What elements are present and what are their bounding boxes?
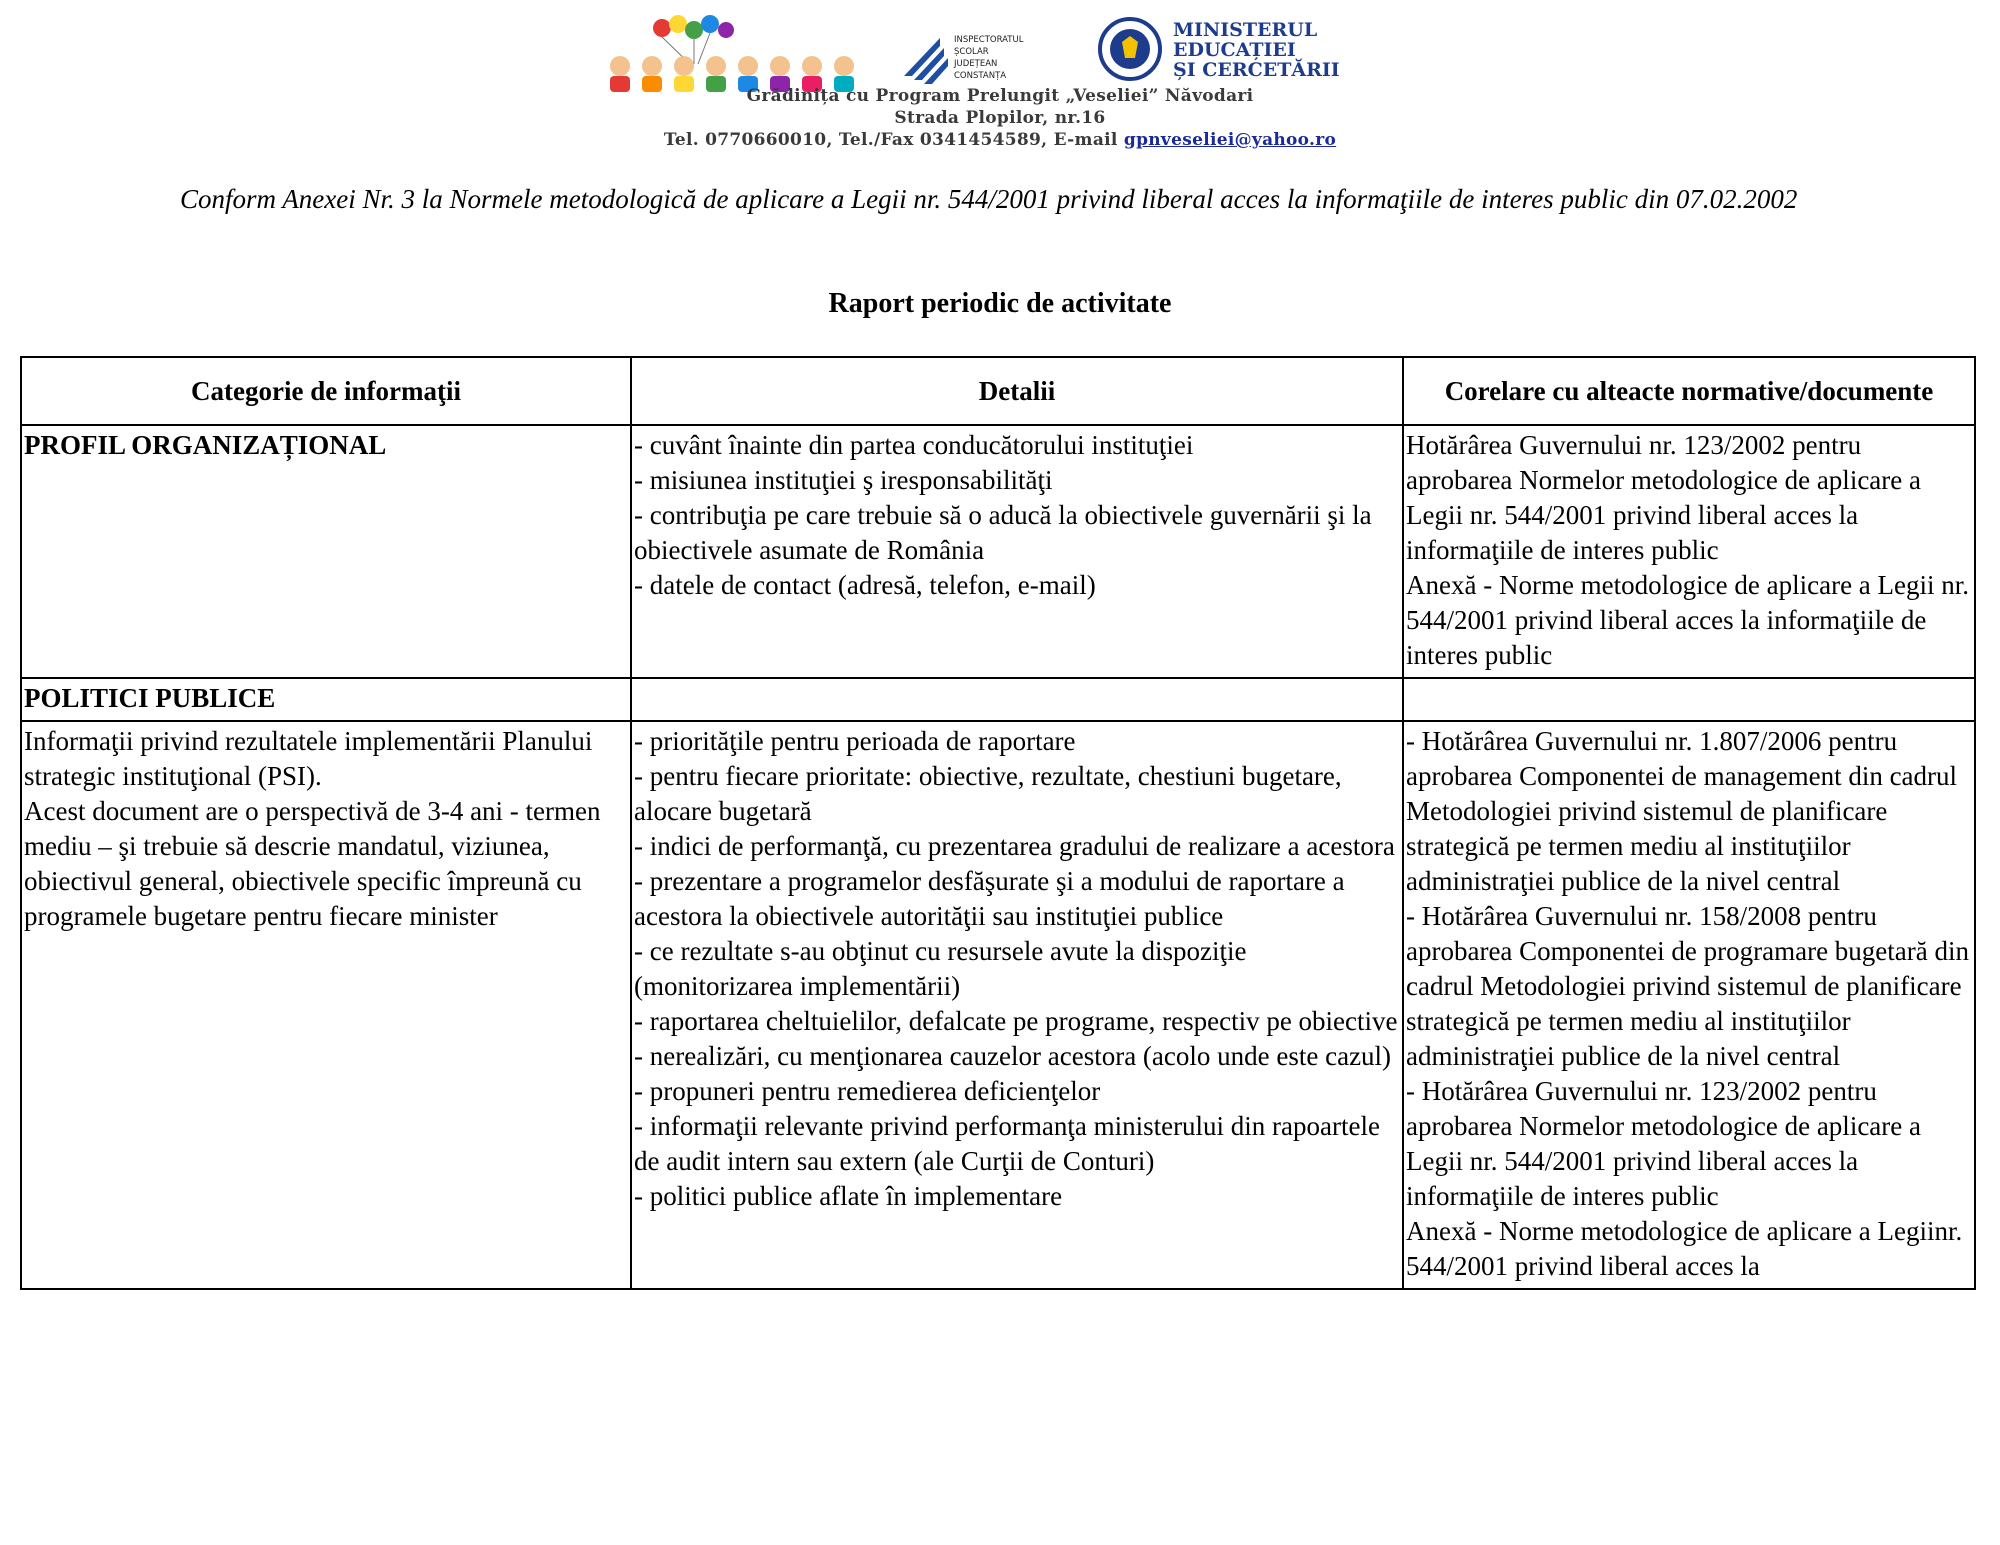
category-cell: POLITICI PUBLICE [21,678,631,721]
kindergarten-children-logo [590,14,890,94]
email-link[interactable]: gpnveseliei@yahoo.ro [1123,130,1337,150]
institution-name: Grădinița cu Program Prelungit „Veseliei” Năvodari [746,86,1254,106]
svg-text:MINISTERUL: MINISTERUL [1173,19,1318,41]
report-title: Raport periodic de activitate [828,288,1172,319]
category-cell: Informaţii privind rezultatele implementării Planului strategic instituţional (PSI). Acest document are o perspectivă de 3-4 ani - termen mediu – şi trebuie să descrie mandatul, viziunea, obiectivul general, obiectivele specific împreună cu programele bugetare pentru fiecare minister [21,721,631,1289]
table-row [21,425,1975,678]
header-category: Categorie de informaţii [21,357,631,425]
svg-text:CONSTANȚA: CONSTANȚA [954,71,1007,81]
isj-constanta-logo [900,28,1070,88]
category-cell: PROFIL ORGANIZAȚIONAL [21,425,631,678]
svg-text:JUDEȚEAN: JUDEȚEAN [954,59,998,69]
details-cell: - cuvânt înainte din partea conducătorului instituţiei - misiunea instituţiei ş iresponsabilităţi - contribuţia pe care trebuie să o aducă la obiectivele guvernării şi la obiectivele asumate de România - datele de contact (adresă, telefon, e-mail) [631,425,1403,678]
correlation-cell [1403,678,1975,721]
header-details: Detalii [631,357,1403,425]
svg-text:ȘCOLAR: ȘCOLAR [954,47,989,57]
ministry-education-logo [1095,14,1395,84]
letterhead [580,8,1420,158]
correlation-cell: - Hotărârea Guvernului nr. 1.807/2006 pentru aprobarea Componentei de management din cadrul Metodologiei privind sistemul de planificare strategică pe termen mediu al instituţiilor administraţiei publice de la nivel central - Hotărârea Guvernului nr. 158/2008 pentru aprobarea Componentei de programare bugetară din cadrul Metodologiei privind sistemul de planificare strategică pe termen mediu al instituţiilor administraţiei publice de la nivel central - Hotărârea Guvernului nr. 123/2002 pentru aprobarea Normelor metodologice de aplicare a Legii nr. 544/2001 privind liberal acces la informaţiile de interes public Anexă - Norme metodologice de aplicare a Legiinr. 544/2001 privind liberal acces la [1403,721,1975,1289]
header-correlation: Corelare cu alteacte normative/documente [1403,357,1975,425]
correlation-cell: Hotărârea Guvernului nr. 123/2002 pentru aprobarea Normelor metodologice de aplicare a Legii nr. 544/2001 privind liberal acces la informaţiile de interes public Anexă - Norme metodologice de aplicare a Legii nr. 544/2001 privind liberal acces la informaţiile de interes public [1403,425,1975,678]
table-header-row [21,357,1975,425]
institution-address: Strada Plopilor, nr.16 [894,108,1106,128]
details-cell: - priorităţile pentru perioada de raportare - pentru fiecare prioritate: obiective, rezultate, chestiuni bugetare, alocare bugetară - indici de performanţă, cu prezentarea gradului de realizare a acestora - prezentare a programelor desfăşurate şi a modului de raportare a acestora la obiectivele autorităţii sau instituţiei publice - ce rezultate s-au obţinut cu resursele avute la dispoziţie (monitorizarea implementării) - raportarea cheltuielilor, defalcate pe programe, respectiv pe obiective - nerealizări, cu menţionarea cauzelor acestora (acolo unde este cazul) - propuneri pentru remedierea deficienţelor - informaţii relevante privind performanţa ministerului din rapoartele de audit intern sau extern (ale Curţii de Conturi) - politici publice aflate în implementare [631,721,1403,1289]
details-cell [631,678,1403,721]
contact-phones: Tel. 0770660010, Tel./Fax 0341454589, E-mail [663,130,1124,150]
svg-text:ȘI CERCETĂRII: ȘI CERCETĂRII [1173,59,1340,81]
table-row [21,678,1975,721]
annex-reference: Conform Anexei Nr. 3 la Normele metodologică de aplicare a Legii nr. 544/2001 privind liberal acces la informaţiile de interes public din 07.02.2002 [180,184,1798,214]
table-row [21,721,1975,1289]
activity-report-table [20,356,1976,1290]
institution-contact [580,129,1420,151]
svg-text:EDUCAȚIEI: EDUCAȚIEI [1173,39,1296,61]
institution-info [580,85,1420,151]
svg-text:INSPECTORATUL: INSPECTORATUL [954,35,1024,45]
